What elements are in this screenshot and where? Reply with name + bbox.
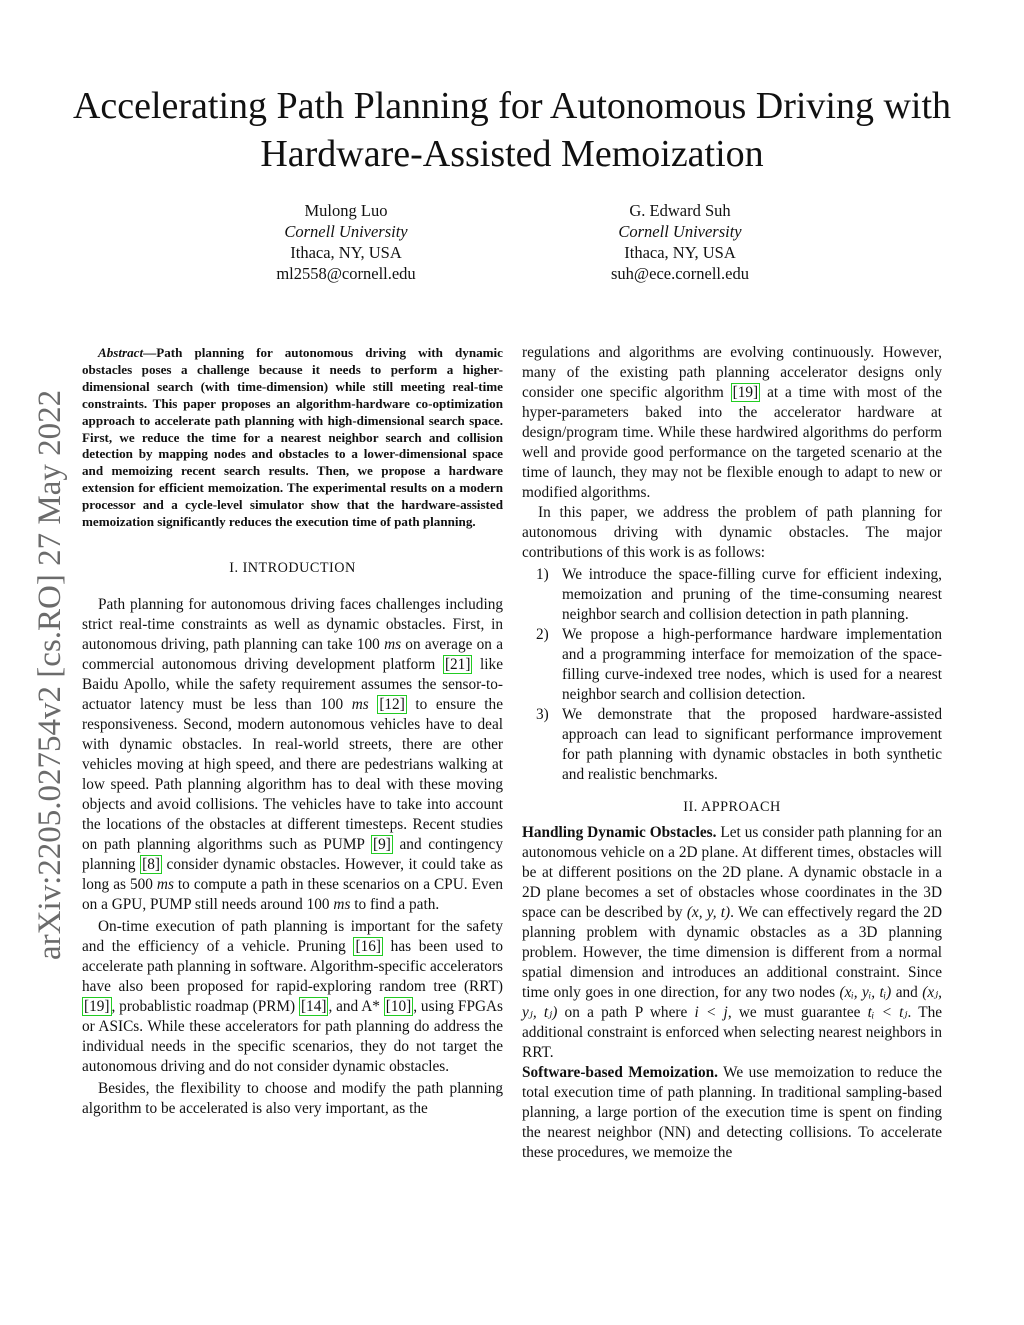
author-name: G. Edward Suh <box>629 201 731 220</box>
author-affiliation: Cornell University <box>618 222 742 241</box>
right-column <box>522 343 942 1163</box>
run-in-heading: Handling Dynamic Obstacles. <box>522 824 717 841</box>
author-affiliation: Cornell University <box>284 222 408 241</box>
author-block <box>550 200 810 284</box>
abstract-label: Abstract <box>98 345 144 360</box>
citation-link[interactable]: [19] <box>84 997 110 1015</box>
abstract-text: —Path planning for autonomous driving with dynamic obstacles poses a challenge because it needs to perform a higher-dimensional search (with time-dimension) while still meeting real-time constraints. This paper proposes an algorithm-hardware co-optimization approach to accelerate path planning with high-dimensional search space. First, we reduce the time for a nearest neighbor search and collision detection by mapping nodes and obstacles to a lower-dimensional space and memoizing recent search results. Then, we propose a hardware extension for efficient memoization. The experimental results on a modern processor and a cycle-level simulator show that the hardware-assisted memoization significantly reduces the execution time of path planning. <box>82 345 503 530</box>
citation-link[interactable]: [14] <box>300 997 327 1015</box>
body-paragraph: Handling Dynamic Obstacles. Let us consider path planning for an autonomous vehicle on a 2D plane. At different times, obstacles will be at different positions on the 2D plane. A dynamic obstacle in a 2D plane becomes a set of obstacles whose coordinates in the 3D space can be described by (x, y, t). We can effectively regard the 2D planning problem with dynamic obstacles as a 3D planning problem. However, the time dimension is different from a normal spatial dimension and introduces an additional constraint. Since time only goes in one direction, for any two nodes (xᵢ, yᵢ, tᵢ) and (xⱼ, yⱼ, tⱼ) on a path P where i < j, we must guarantee tᵢ < tⱼ. The additional constraint is enforced when selecting nearest neighbors in RRT. <box>522 824 943 1061</box>
left-column <box>82 343 503 1119</box>
author-location: Ithaca, NY, USA <box>290 243 402 262</box>
intro-paragraph: Path planning for autonomous driving faces challenges including strict real-time constraints as well as dynamic obstacles. First, in autonomous driving, path planning can take 100 ms on average on a commercial autonomous driving development platform [21] like Baidu Apollo, while the safety requirement assumes the sensor-to-actuator latency must be less than 100 ms [12] to ensure the responsiveness. Second, modern autonomous vehicles have to deal with dynamic obstacles. In real-world streets, there are other vehicles moving at high speed, and there are pedestrians walking at low speed. Path planning algorithm has to deal with these moving objects and avoid collisions. The vehicles have to take into account the locations of the obstacles at different timesteps. Recent studies on path planning algorithms such as PUMP [9] and contingency planning [8] consider dynamic obstacles. However, it could take as long as 500 ms to compute a path in these scenarios on a CPU. Even on a GPU, PUMP still needs around 100 ms to find a path. <box>82 595 504 913</box>
arxiv-stamp: arXiv:2205.02754v2 [cs.RO] 27 May 2022 <box>32 389 68 960</box>
intro-paragraph: Besides, the flexibility to choose and modify the path planning algorithm to be accelerated is also very important, as the <box>82 1079 503 1117</box>
list-item: 3) We demonstrate that the proposed hardware-assisted approach can lead to significant performance improvement for path planning with dynamic obstacles in both synthetic and realistic benchmarks. <box>536 706 942 783</box>
citation-link[interactable]: [16] <box>355 937 381 955</box>
list-item: 1) We introduce the space-filling curve for efficient indexing, memoization and pruning of the time-consuming nearest neighbor search and collision detection in path planning. <box>536 566 942 623</box>
abstract <box>82 345 503 531</box>
body-paragraph: regulations and algorithms are evolving continuously. However, many of the existing path planning accelerator designs only consider one specific algorithm [19] at a time with most of the hyper-parameters baked into the accelerator hardware at design/program time. While these hardwired algorithms do perform well and provide good performance on the targeted scenario at the time of launch, they may not be flexible enough to adapt to new or modified algorithms. <box>522 344 942 501</box>
body-paragraph: Software-based Memoization. We use memoization to reduce the total execution time of path planning. In traditional sampling-based planning, a large portion of the execution time is spent on finding the nearest neighbor (NN) and detecting collisions. To accelerate these procedures, we memoize the <box>522 1064 942 1161</box>
section-heading: II. APPROACH <box>683 799 781 815</box>
author-email: ml2558@cornell.edu <box>276 264 416 283</box>
author-location: Ithaca, NY, USA <box>624 243 736 262</box>
contribution-list <box>522 565 942 785</box>
author-email: suh@ece.cornell.edu <box>611 264 749 283</box>
citation-link[interactable]: [10] <box>385 997 412 1015</box>
author-name: Mulong Luo <box>304 201 388 220</box>
citation-link[interactable]: [19] <box>732 384 759 401</box>
paper-title: Accelerating Path Planning for Autonomous Driving with Hardware-Assisted Memoization <box>72 85 952 175</box>
citation-link[interactable]: [21] <box>444 655 471 673</box>
list-item: 2) We propose a high-performance hardware implementation and a programming interface for memoization of the space-filling curve-indexed tree nodes, which is used for a nearest neighbor search and collision detection. <box>536 626 942 703</box>
section-heading: I. INTRODUCTION <box>229 559 356 576</box>
citation-link[interactable]: [9] <box>373 835 391 853</box>
citation-link[interactable]: [12] <box>379 695 405 713</box>
author-block <box>216 200 476 284</box>
intro-paragraph: On-time execution of path planning is important for the safety and the efficiency of a vehicle. Pruning [16] has been used to accelerate path planning in software. Algorithm-specific accelerators have also been proposed for rapid-exploring random tree (RRT) [19] , probablistic roadmap (PRM) [14] , and A* [10] , using FPGAs or ASICs. While these accelerators for path planning do address the individual needs in the specific scenarios, they do not target the autonomous driving and do not consider dynamic obstacles. <box>82 917 503 1075</box>
run-in-heading: Software-based Memoization. <box>522 1064 718 1081</box>
body-paragraph: In this paper, we address the problem of path planning for autonomous driving with dynamic obstacles. The major contributions of this work is as follows: <box>522 504 942 561</box>
citation-link[interactable]: [8] <box>142 855 160 873</box>
